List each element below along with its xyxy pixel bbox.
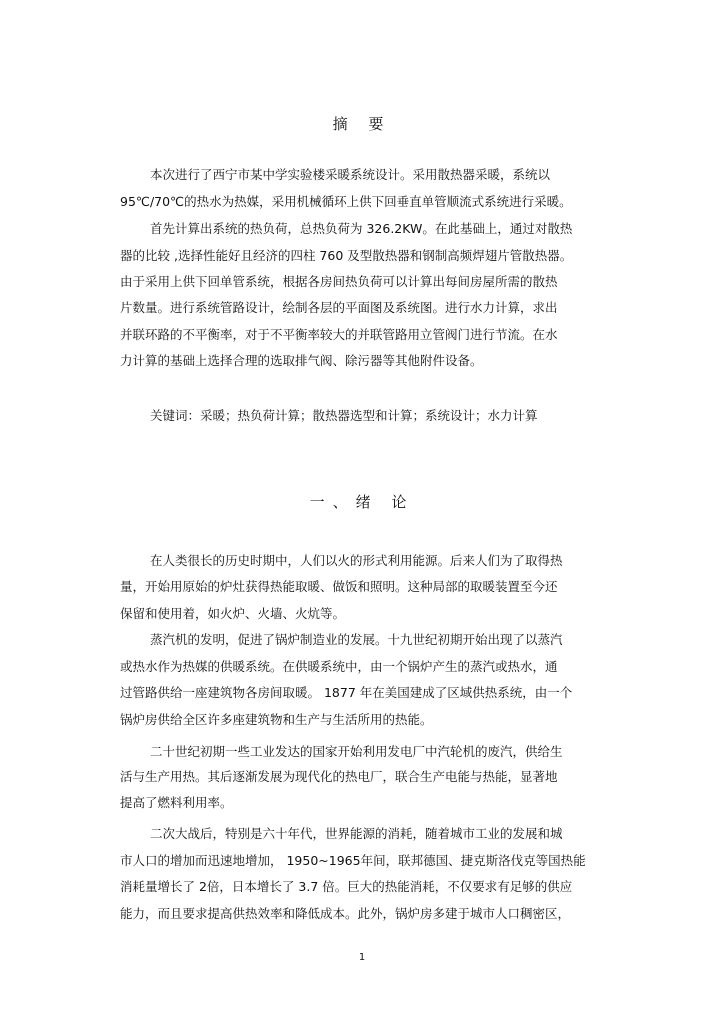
chapter-title: 一、绪 论 <box>309 493 415 511</box>
chapter-line-7: 锅炉房供给全区许多座建筑物和生产与生活所用的热能。 <box>120 712 433 727</box>
abstract-line-4: 器的比较 ,选择性能好且经济的四柱 760 及型散热器和钢制高频焊翅片管散热器。 <box>120 248 573 263</box>
chapter-line-10: 提高了燃料利用率。 <box>120 795 233 810</box>
chapter-line-9: 活与生产用热。其后逐渐发展为现代化的热电厂，联合生产电能与热能，显著地 <box>120 769 558 784</box>
chapter-line-3: 保留和使用着，如火炉、火墙、火炕等。 <box>120 606 346 621</box>
abstract-line-8: 力计算的基础上选择合理的选取排气阀、除污器等其他附件设备。 <box>120 353 483 368</box>
chapter-line-4: 蒸汽机的发明，促进了锅炉制造业的发展。十九世纪初期开始出现了以蒸汽 <box>150 632 563 647</box>
chapter-line-11: 二次大战后，特别是六十年代，世界能源的消耗，随着城市工业的发展和城 <box>150 826 563 841</box>
abstract-line-7: 并联环路的不平衡率，对于不平衡率较大的并联管路用立管阀门进行节流。在水 <box>120 327 558 342</box>
abstract-line-3: 首先计算出系统的热负荷，总热负荷为 326.2KW。在此基础上，通过对散热 <box>150 221 573 236</box>
abstract-line-2: 95℃/70℃的热水为热媒，采用机械循环上供下回垂直单管顺流式系统进行采暖。 <box>120 194 572 209</box>
abstract-title: 摘 要 <box>332 115 392 133</box>
chapter-line-2: 量，开始用原始的炉灶获得热能取暖、做饭和照明。这种局部的取暖装置至今还 <box>120 579 558 594</box>
chapter-line-8: 二十世纪初期一些工业发达的国家开始利用发电厂中汽轮机的废汽，供给生 <box>150 744 563 759</box>
abstract-line-1: 本次进行了西宁市某中学实验楼采暖系统设计。采用散热器采暖，系统以 <box>150 167 551 182</box>
chapter-line-1: 在人类很长的历史时期中，人们以火的形式利用能源。后来人们为了取得热 <box>150 553 563 568</box>
abstract-line-5: 由于采用上供下回单管系统，根据各房间热负荷可以计算出每间房屋所需的散热 <box>120 274 558 289</box>
chapter-line-5: 或热水作为热媒的供暖系统。在供暖系统中，由一个锅炉产生的蒸汽或热水，通 <box>120 659 558 674</box>
abstract-keywords: 关键词：采暖；热负荷计算；散热器选型和计算；系统设计；水力计算 <box>150 408 538 423</box>
abstract-line-6: 片数量。进行系统管路设计，绘制各层的平面图及系统图。进行水力计算，求出 <box>120 300 558 315</box>
chapter-line-12: 市人口的增加而迅速地增加， 1950~1965年间，联邦德国、捷克斯洛伐克等国热能 <box>120 853 586 868</box>
chapter-line-6: 过管路供给一座建筑物各房间取暖。 1877 年在美国建成了区域供热系统，由一个 <box>120 685 573 700</box>
page-number: 1 <box>358 952 366 963</box>
chapter-line-14: 能力，而且要求提高供热效率和降低成本。此外，锅炉房多建于城市人口稠密区， <box>120 906 571 921</box>
chapter-line-13: 消耗量增长了 2倍，日本增长了 3.7 倍。巨大的热能消耗，不仅要求有足够的供应 <box>120 879 573 894</box>
